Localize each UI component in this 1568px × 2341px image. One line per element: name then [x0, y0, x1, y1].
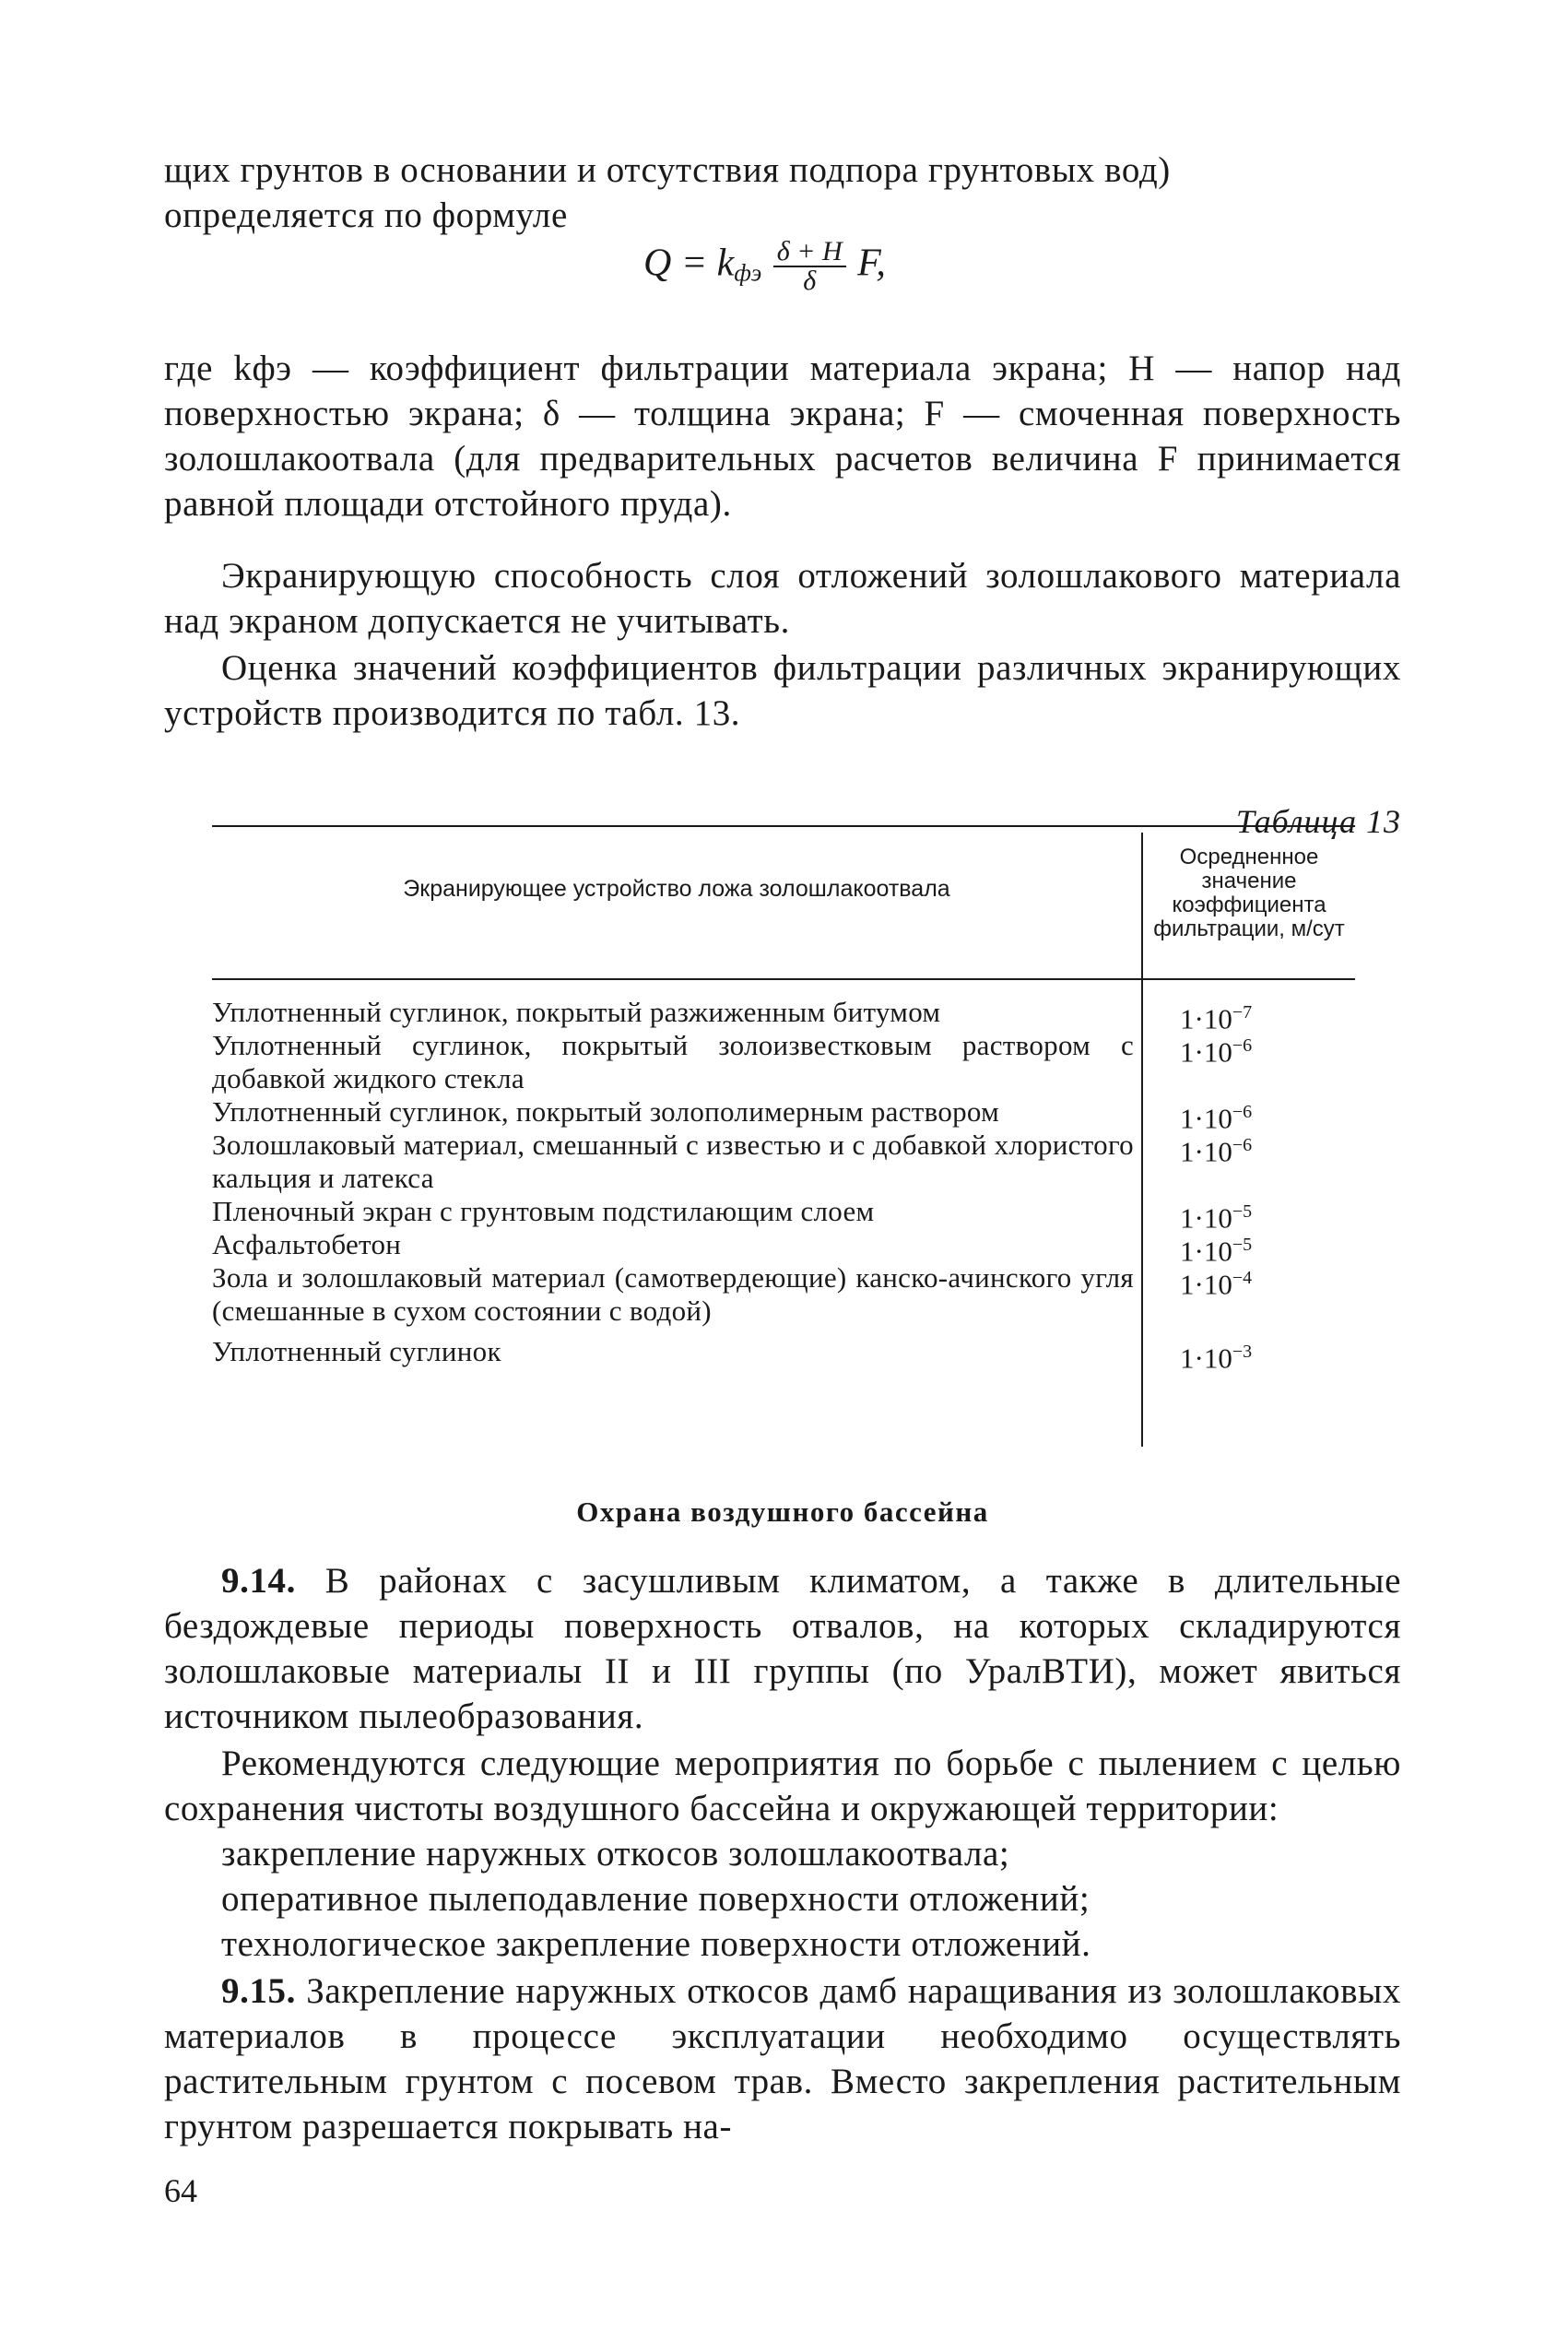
row-device: Уплотненный суглинок, покрытый золополимерным раствором: [212, 1095, 1000, 1128]
row-value: $1\cdot 10^{-4}$: [1180, 1268, 1253, 1301]
paragraph-9-15: 9.15. Закрепление наружных откосов дамб наращивания из золошлаковых материалов в процессе эксплуатации необходимо осуществлять растительным грунтом с посевом трав. Вместо закрепления растительным грунтом разрешается покрывать на-: [164, 1971, 1401, 2146]
measure-item: закрепление наружных откосов золошлакоотвала;: [221, 1834, 1010, 1874]
where-paragraph: где kфэ — коэффициент фильтрации материала экрана; H — напор над поверхностью экрана; δ — толщина экрана; F — смоченная поверхность золошлакоотвала (для предварительных расчетов величина F принимается равной площади отстойного пруда).: [164, 349, 1401, 524]
table-header-device: Экранирующее устройство ложа золошлакоотвала: [403, 876, 950, 902]
row-value: $1\cdot 10^{-6}$: [1180, 1135, 1253, 1168]
table-row: [212, 1129, 1355, 1195]
filtration-formula: [643, 238, 886, 295]
table-row: [212, 1335, 1355, 1375]
row-value: $1\cdot 10^{-7}$: [1180, 1002, 1253, 1035]
clause-number: 9.14.: [221, 1561, 296, 1601]
row-device: Золошлаковый материал, смешанный с известью и с добавкой хлористого кальция и латекса: [212, 1129, 1134, 1194]
formula-numerator: δ + H: [773, 238, 846, 267]
row-device: Уплотненный суглинок: [212, 1335, 501, 1367]
formula-lhs: Q = k: [643, 242, 735, 285]
table-row: [212, 996, 1355, 1035]
row-device: Уплотненный суглинок, покрытый золоизвестковым раствором с добавкой жидкого стекла: [212, 1029, 1134, 1094]
screening-paragraph: Экранирующую способность слоя отложений золошлакового материала над экраном допускается не учитывать.: [164, 556, 1401, 641]
table-row: [212, 1029, 1355, 1095]
row-device: Уплотненный суглинок, покрытый разжиженным битумом: [212, 996, 941, 1028]
intro-line-2: определяется по формуле: [164, 195, 568, 235]
section-title: Охрана воздушного бассейна: [576, 1496, 989, 1528]
table-caption: Таблица 13: [1235, 803, 1401, 840]
formula-rhs: F,: [857, 242, 886, 285]
table-header-coefficient: Осредненное значение коэффициента фильтрации, м/сут: [1153, 845, 1345, 941]
table-row: [212, 1195, 1355, 1235]
formula-denominator: δ: [803, 266, 817, 296]
row-value: $1\cdot 10^{-6}$: [1180, 1035, 1253, 1069]
recommend-paragraph: Рекомендуются следующие мероприятия по борьбе с пылением с целью сохранения чистоты воздушного бассейна и окружающей территории:: [164, 1744, 1401, 1828]
table-top-rule: [212, 825, 1355, 827]
formula-fraction: [773, 238, 846, 295]
clause-number: 9.15.: [221, 1971, 296, 2011]
measure-item: технологическое закрепление поверхности отложений.: [221, 1924, 1091, 1964]
table-body: [212, 996, 1355, 1375]
intro-line-1: щих грунтов в основании и отсутствия подпора грунтовых вод): [164, 150, 1171, 190]
row-value: $1\cdot 10^{-5}$: [1180, 1235, 1253, 1268]
table-header-rule: [212, 978, 1355, 980]
row-value: $1\cdot 10^{-3}$: [1180, 1342, 1253, 1375]
row-value: $1\cdot 10^{-6}$: [1180, 1102, 1253, 1135]
formula-subscript: фэ: [734, 259, 762, 287]
row-value: $1\cdot 10^{-5}$: [1180, 1201, 1253, 1235]
page-number: 64: [164, 2172, 197, 2209]
estimate-paragraph: Оценка значений коэффициентов фильтрации различных экранирующих устройств производится по табл. 13.: [164, 648, 1401, 733]
row-device: Зола и золошлаковый материал (самотвердеющие) канско-ачинского угля (смешанные в сухом состоянии с водой): [212, 1261, 1134, 1327]
paragraph-9-14: 9.14. В районах с засушливым климатом, а также в длительные бездождевые периоды поверхность отвалов, на которых складируются золошлаковые материалы II и III группы (по УралВТИ), может явиться источником пылеобразования.: [164, 1561, 1401, 1736]
row-device: Пленочный экран с грунтовым подстилающим слоем: [212, 1195, 875, 1227]
main-text-block: [164, 1558, 1401, 2149]
table-row: [212, 1095, 1355, 1135]
table-row: [212, 1261, 1355, 1328]
row-device: Асфальтобетон: [212, 1228, 402, 1260]
table-row: [212, 1228, 1355, 1268]
measure-item: оперативное пылеподавление поверхности отложений;: [221, 1879, 1091, 1919]
